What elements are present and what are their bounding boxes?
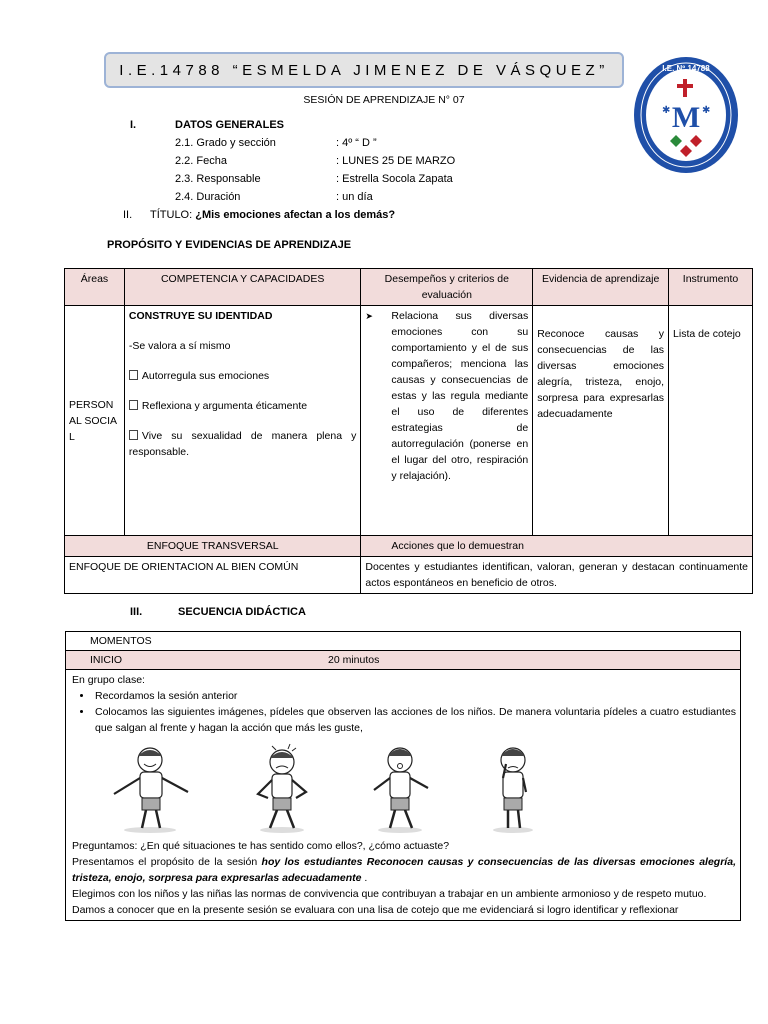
header-instrumento: Instrumento: [669, 269, 753, 306]
proposito-paragraph: Presentamos el propósito de la sesión hoy los estudiantes Reconocen causas y consecuencias de las diversas emociones alegría, tristeza, enojo, sorpresa para expresarlas adecuadamente .: [72, 856, 736, 884]
header-desempenos: Desempeños y criterios de evaluación: [361, 269, 533, 306]
normas-text: Elegimos con los niños y las niñas las normas de convivencia que contribuyan a trabajar en un ambiente armonioso y de respeto mutuo.: [72, 888, 707, 900]
area-cell: PERSONAL SOCIAL: [65, 306, 125, 536]
checkbox-icon: [129, 400, 138, 410]
header-competencia: COMPETENCIA Y CAPACIDADES: [124, 269, 361, 306]
school-logo: [632, 55, 740, 175]
instrumento-cell: Lista de cotejo: [669, 306, 753, 536]
general-label: 2.4. Duración: [175, 191, 241, 203]
svg-text:✱: ✱: [702, 105, 711, 116]
checkbox-icon: [129, 370, 138, 380]
school-banner: [104, 52, 624, 88]
secuencia-heading: SECUENCIA DIDÁCTICA: [178, 606, 306, 618]
titulo-label: TÍTULO:: [150, 209, 193, 221]
list-item: • Recordamos la sesión anterior: [93, 688, 736, 704]
section-number: I.: [130, 119, 137, 131]
titulo-text: ¿Mis emociones afectan a los demás?: [195, 209, 396, 221]
capacidad-item: Reflexiona y argumenta éticamente: [129, 398, 357, 414]
competencia-cell: [124, 306, 361, 536]
sad-child-icon: [468, 742, 558, 834]
competencia-title: CONSTRUYE SU IDENTIDAD: [128, 310, 273, 322]
surprised-child-icon: [350, 742, 450, 834]
momentos-row: [66, 632, 741, 651]
proposito-table: [64, 268, 753, 594]
datos-generales-heading: DATOS GENERALES: [175, 119, 284, 131]
evidencia-cell: Reconoce causas y consecuencias de las diversas emociones alegría, tristeza, enojo, sorpresa para expresarlas adecuadamente: [533, 306, 669, 536]
session-title: SESIÓN DE APRENDIZAJE N° 07: [303, 94, 465, 106]
enfoque-cell: ENFOQUE DE ORIENTACION AL BIEN COMÚN: [65, 557, 361, 594]
desempeno-text: Relaciona sus diversas emociones con su comportamiento y el de sus compañeros; menciona las causas y consecuencias de estas y las regula mediante el uso de diferentes estrategias de autorregulación (ponerse en el lugar del otro, respiración y relajación).: [391, 310, 529, 482]
grupo-text: En grupo clase:: [72, 674, 145, 686]
secuencia-number: III.: [130, 606, 143, 618]
table-header-row: [65, 269, 753, 306]
general-label: 2.3. Responsable: [175, 173, 261, 185]
arrow-bullet-icon: ➤: [365, 311, 373, 321]
proposito-intro: Presentamos el propósito de la sesión: [72, 856, 262, 868]
momentos-cell: MOMENTOS: [66, 632, 741, 651]
school-name: I.E.14788 “ESMELDA JIMENEZ DE VÁSQUEZ”: [119, 61, 609, 79]
general-label: 2.2. Fecha: [175, 155, 227, 167]
general-value: : 4º “ D ”: [336, 137, 377, 149]
titulo-number: II.: [123, 209, 133, 221]
inicio-content-row: [66, 670, 741, 921]
inicio-content: [66, 670, 741, 921]
header-areas: Áreas: [65, 269, 125, 306]
inicio-cell: INICIO: [66, 651, 325, 670]
capacidad-item: -Se valora a sí mismo: [128, 340, 231, 352]
desempeno-cell: [361, 306, 533, 536]
titulo-line: [150, 209, 395, 221]
general-value: : un día: [336, 191, 373, 203]
proposito-heading: PROPÓSITO Y EVIDENCIAS DE APRENDIZAJE: [107, 239, 352, 251]
general-value: : LUNES 25 DE MARZO: [336, 155, 456, 167]
capacidad-item: Vive su sexualidad de manera plena y responsable.: [128, 430, 357, 458]
proposito-text: hoy los estudiantes Reconocen causas y consecuencias de las diversas emociones alegría, tristeza, enojo, sorpresa para expresarlas adecuadamente: [72, 856, 736, 884]
pregunta-text: Preguntamos: ¿En qué situaciones te has sentido como ellos?, ¿cómo actuaste?: [72, 840, 450, 852]
checkbox-icon: [129, 430, 138, 440]
acciones-cell: Docentes y estudiantes identifican, valoran, generan y destacan continuamente actos espontáneos en beneficio de otros.: [361, 557, 753, 594]
logo-text: I.E. Nº 14788: [662, 64, 710, 73]
header-evidencia: Evidencia de aprendizaje: [533, 269, 669, 306]
laughing-child-icon: [104, 742, 214, 834]
children-illustrations: [72, 736, 736, 838]
table-row: [65, 306, 753, 536]
acciones-header: Acciones que lo demuestran: [361, 536, 753, 557]
inicio-row: [66, 651, 741, 670]
angry-child-icon: [232, 742, 332, 834]
svg-text:✱: ✱: [662, 105, 671, 116]
enfoque-header-row: [65, 536, 753, 557]
capacidad-item: Autorregula sus emociones: [129, 368, 357, 384]
enfoque-row: [65, 557, 753, 594]
enfoque-header: ENFOQUE TRANSVERSAL: [65, 536, 361, 557]
general-value: : Estrella Socola Zapata: [336, 173, 453, 185]
logo-letter: M: [671, 101, 701, 134]
list-item: • Colocamos las siguientes imágenes, pídeles que observen las acciones de los niños. De manera voluntaria pídeles a cuatro estudiantes que salgan al frente y hagan la acción que más les guste,: [93, 704, 736, 736]
secuencia-table: [65, 631, 741, 921]
duracion-cell: 20 minutos: [324, 651, 741, 670]
general-label: 2.1. Grado y sección: [175, 137, 276, 149]
cotejo-text: Damos a conocer que en la presente sesión se evaluara con una lisa de cotejo que me evidenciará si logro identificar y reflexionar: [72, 904, 679, 916]
